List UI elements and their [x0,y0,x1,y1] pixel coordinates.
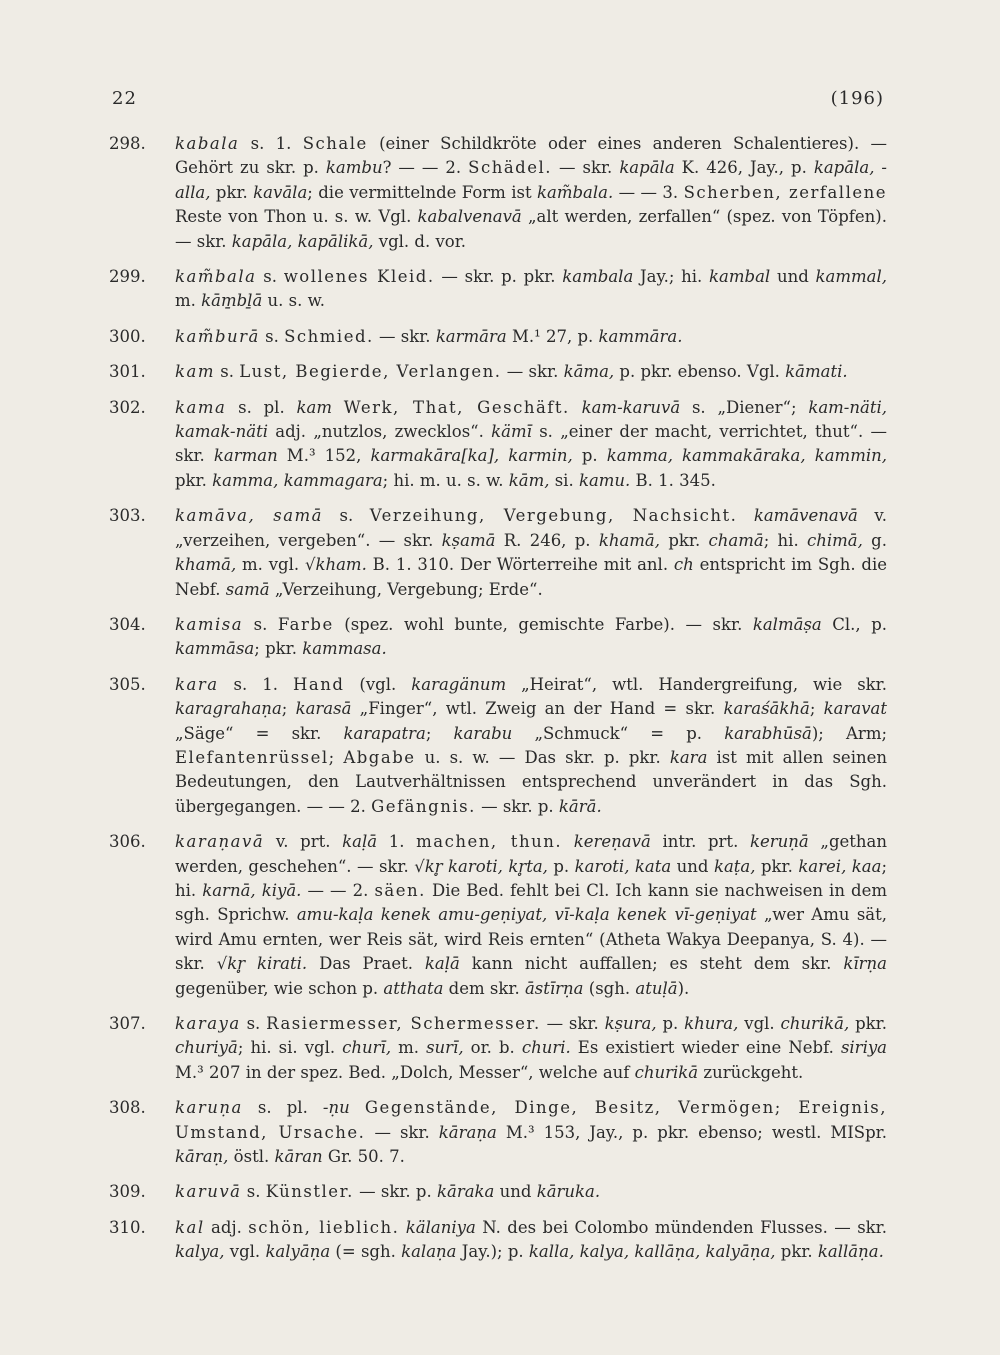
cited-form: kām̱bḻā [201,291,263,311]
entry-number: 304. [109,614,146,634]
cited-form: kamma, kammagara [212,470,383,490]
definition-term: Werk, That, Geschäft. [343,397,570,417]
cited-form: kambu [325,158,383,178]
definition-term: Scherben, zerfallene [683,182,887,202]
entry-text-run: ; hi. m. u. s. w. [382,470,509,490]
entry-text-run: ; [281,699,296,719]
entry-text-run: — skr. [540,1014,605,1033]
cited-form: kalla, kalya, kallāṇa, kalyāṇa, [528,1242,776,1262]
entry-text [175,1180,887,1204]
dictionary-entry [109,360,887,384]
entry-text [175,265,887,314]
dictionary-entry [109,265,887,314]
entry-text-run: (vgl. [344,674,412,694]
definition-term: Gegenstände, Dinge, Besitz, Vermögen; Ereignis, Umstand, Ursache. [175,1098,888,1142]
entry-text-run: Gr. 50. 7. [322,1147,405,1167]
entry-text-run: pkr. [175,470,213,490]
entry-text [175,504,887,602]
entry-text-run: s. „einer der macht, verrichtet, thut“. — skr. [175,422,887,466]
dictionary-entry [109,504,887,602]
cited-form: kapāla [619,158,675,178]
entry-text-run: — skr. p. pkr. [434,267,563,287]
cited-form: surī, [426,1038,464,1058]
entry-text-run: ). [677,978,690,998]
entry-number: 310. [109,1217,146,1237]
cited-form: kapāla, -alla, [175,158,888,202]
dictionary-entry [109,1096,887,1169]
cited-form: āstīrṇa [524,978,584,998]
cited-form: chamā [708,530,764,550]
headword: karaya [175,1014,241,1033]
entry-text-run: M.¹ 27, p. [506,326,599,346]
cited-form: karoti, kata [574,856,672,876]
entry-text [175,360,887,384]
entry-text-run: Die Bed. fehlt bei Cl. Ich kann sie nachweisen in dem sgh. Sprichw. [175,880,887,925]
entry-text-run: — skr. [552,158,620,178]
entry-text-run: „gethan werden, geschehen“. — skr. [175,832,887,876]
entry-text-run: Reste von Thon u. s. w. Vgl. [175,207,418,227]
entry-text-run: ); Arm; [811,723,888,743]
entry-text-run: K. 426, Jay., p. [674,158,814,178]
entry-text-run: pkr. [755,856,799,876]
entry-text-run: or. b. [463,1038,522,1058]
cited-form: atthata [383,978,444,998]
entry-text-run: Cl., p. [821,614,887,634]
cited-form: kam-näti, kamak-näti [175,397,888,442]
entry-text-run: pkr. [210,182,254,202]
cited-form: kam [296,397,332,417]
entry-text-run: ; hi. si. vgl. [237,1038,343,1058]
entry-text-run [332,398,344,417]
cited-form: churiyā [175,1038,238,1058]
entry-text-run: m. vgl. [236,555,305,575]
entry-text-run: B. 1. 310. Der Wörterreihe mit anl. [366,555,674,575]
entry-text-run: s. [240,1014,267,1033]
entry-text-run: ; hi. [175,856,888,900]
entry-text-run: „alt werden, zerfallen“ (spez. von Töpfen). — skr. [175,207,887,251]
entry-text-run: Jay.; hi. [633,267,710,287]
entry-text [175,132,887,254]
entry-text-run: N. des bei Colombo mündenden Flusses. — skr. [475,1217,888,1237]
entry-text-run: ; [809,699,824,719]
definition-term: schön, lieblich. [248,1217,400,1237]
cited-form: kammāsa [175,639,255,659]
entry-text-run: kann nicht auffallen; es steht dem skr. [459,954,844,974]
cited-form: karman [213,446,278,466]
definition-term: Lust, Begierde, Verlangen. [239,362,502,382]
dictionary-entry [109,396,887,494]
entry-text-run: s. [323,506,370,526]
cited-form: √kr̥ karoti, kr̥ta, [414,856,548,876]
dictionary-entry [109,1012,887,1085]
cited-form: kapāla, kapālikā, [231,231,374,251]
entry-text-run: p. [572,446,607,466]
dictionary-entry [109,132,887,254]
cited-form: kāruka. [536,1182,601,1202]
entry-text-run: m. [391,1038,427,1058]
cited-form: khura, [684,1014,739,1033]
headword: kara [175,674,219,694]
cited-form: √kham. [304,555,367,575]
entry-text-run: — skr. [501,362,564,382]
cited-form: kammāra. [598,326,683,346]
entry-text-run: (sgh. [583,978,636,998]
cited-form: churi. [521,1038,571,1058]
entry-text-run: v. prt. [264,832,343,852]
definition-term: Farbe [277,614,334,634]
definition-term: Gefängnis. [371,796,476,816]
definition-term: Hand [292,674,345,694]
cited-form: kām, [508,470,550,490]
entry-text-run: v. „verzeihen, vergeben“. — skr. [175,506,887,550]
entry-number: 307. [109,1014,146,1033]
entry-number: 309. [109,1182,146,1202]
entry-number: 300. [109,326,146,346]
entry-text-run [350,1098,365,1117]
cited-form: kāran [274,1147,323,1167]
page-header [112,88,884,109]
entry-text-run: (= sgh. [330,1242,402,1262]
entry-text-run: und [494,1182,537,1202]
entry-text-run: östl. [228,1147,275,1167]
definition-term: Schale [302,134,368,153]
cited-form: kāraṇ, [175,1147,229,1167]
entry-text-run: ; hi. [763,530,807,550]
cited-form: kamu. [578,470,631,490]
entry-text-run: ; pkr. [254,639,303,659]
entry-text-run [570,398,582,417]
entry-text-run: s. [241,1182,266,1202]
entry-text-run: p. pkr. ebenso. Vgl. [614,362,786,382]
cited-form: kambala [562,267,634,287]
cited-form: kṣura, [604,1014,657,1033]
cited-form: khamā, [175,555,237,575]
headword: kal [175,1217,205,1237]
headword: kama [175,397,227,417]
entry-text-run: zurückgeht. [698,1062,804,1082]
entry-text-run: ist mit allen seinen Bedeutungen, den Lautverhältnissen entsprechend unverändert in das Sgh. übergegangen. — — 2. [175,747,887,816]
entry-text-run: g. [862,530,887,550]
cited-form: karabhūsā [724,723,812,743]
entry-text-run: dem skr. [443,978,525,998]
entry-text-run: u. s. w. — Das skr. p. pkr. [415,747,670,767]
cited-form: kammal, [815,267,887,287]
entry-text-run: Jay.); p. [456,1242,529,1262]
cited-form: kamāvenavā [753,506,858,526]
cited-form: karasā [295,699,352,719]
cited-form: kalaṇa [401,1242,457,1262]
cited-form: karaśākhā [723,699,810,719]
cited-form: kälaniya [405,1217,476,1237]
entry-text-run: ; [328,747,344,767]
entry-text-run: — skr. [373,326,436,346]
entry-text-run: „Verzeihung, Vergebung; Erde“. [269,579,543,599]
cited-form: samā [225,579,270,599]
entry-number: 302. [109,397,146,417]
cited-form: chimā, [807,530,863,550]
dictionary-entry [109,673,887,819]
entry-number: 305. [109,674,146,694]
headword: kabala [175,134,240,153]
entry-text-run: — — 2. [301,880,375,900]
cited-form: kalmāṣa [752,614,822,634]
entry-text-run: und [770,267,816,287]
entry-number: 303. [109,506,146,526]
headword: karuvā [175,1182,242,1202]
cited-form: karmakāra[ka], karmin, [370,446,573,466]
entry-text-run: „Heirat“, wtl. Handergreifung, wie skr. [506,674,887,694]
cited-form: kalyāṇa [265,1242,331,1262]
headword: kamisa [175,614,244,634]
definition-term: säen. [374,880,426,900]
entry-text [175,830,887,1001]
entry-text-run: „Säge“ = skr. [175,723,344,743]
headword: kam̃bala [175,267,257,287]
cited-form: karapatra [343,723,426,743]
entry-text-run: R. 246, p. [495,530,599,550]
entry-text [175,325,887,349]
cited-form: kammasa. [302,639,387,659]
entry-text-run: s. [243,614,278,634]
entry-text-run: vgl. [224,1242,266,1262]
cited-form: kamma, kammakāraka, kammin, [606,446,888,466]
entry-text-run: ; die vermittelnde Form ist [307,182,537,202]
cited-form: karagrahaṇa [175,699,282,719]
cited-form: kam-karuvā [581,397,681,417]
dictionary-entry [109,1216,887,1265]
entry-text-run: und [671,856,714,876]
entry-text-run: B. 1. 345. [630,470,716,490]
cited-form: kṣamā [441,530,496,550]
entry-text [175,613,887,662]
entry-text-run: (einer Schildkröte oder eines anderen Schalentieres). — Gehört zu skr. p. [175,134,887,178]
definition-term: wollenes Kleid. [283,267,435,287]
entry-text-run: — — 3. [613,182,684,202]
entry-text-run: adj. [204,1217,249,1237]
cited-form: churī, [342,1038,392,1058]
entry-text-run: s. [214,362,240,382]
dictionary-entry [109,613,887,662]
entry-text-run: s. [259,326,285,346]
definition-term: Rasiermesser, Schermesser. [266,1014,541,1033]
cited-form: kaḷā [342,832,378,852]
dictionary-entry [109,830,887,1001]
entry-text-run: p. [656,1014,685,1033]
headword: kamāva, samā [175,506,324,526]
cited-form: ch [673,555,694,575]
entry-text [175,1012,887,1085]
entry-text-run [562,832,574,851]
cited-form: karmāra [435,326,507,346]
cited-form: kereṇavā [573,832,651,852]
entry-text-run: pkr. [775,1242,818,1262]
cited-form: kaḷā [424,954,460,974]
definition-term: Schmied. [284,326,374,346]
cited-form: kaṭa, [713,856,756,876]
cited-form: kāma, [563,362,615,382]
headword: kam [175,362,215,382]
entry-text-run: si. [549,470,579,490]
entry-text-run: (spez. wohl bunte, gemischte Farbe). — skr. [333,614,753,634]
entry-text-run: s. pl. [242,1098,323,1118]
entry-number: 308. [109,1098,146,1118]
dictionary-entry [109,1180,887,1204]
entry-text-run: Es existiert wieder eine Nebf. [570,1038,841,1058]
entry-text-run: adj. „nutzlos, zwecklos“. [267,422,492,442]
section-number: (196) [830,88,884,109]
definition-term: Elefantenrüssel [175,747,329,767]
cited-form: kīrṇa [843,954,887,974]
cited-form: churikā [634,1062,699,1082]
definition-term: machen, thun. [416,832,563,852]
entry-text-run: M.³ 207 in der spez. Bed. „Dolch, Messer“, welche auf [175,1062,635,1082]
entry-text-run: 1. [377,832,417,852]
cited-form: -ṇu [322,1098,350,1118]
headword: kam̃burā [175,326,260,346]
entry-text-run: u. s. w. [262,291,326,311]
cited-form: kāraṇa [438,1122,497,1142]
headword: karaṇavā [175,832,265,852]
cited-form: kārā. [558,796,602,816]
entry-text-run: s. pl. [226,397,297,417]
cited-form: atuḷā [635,978,678,998]
entry-text-run: ; [425,723,454,743]
cited-form: kalya, [175,1242,225,1262]
entry-text-run: intr. prt. [650,832,750,852]
entry-text-run: „wer Amu sät, wird Amu ernten, wer Reis sät, wird Reis ernten“ (Atheta Wakya Deepanya, S. 4). — skr. [175,905,887,974]
entry-text-run: M.³ 152, [277,446,371,466]
cited-form: kallāṇa. [817,1242,884,1262]
entry-number: 306. [109,832,146,852]
entry-text-run: s. „Diener“; [680,397,809,417]
entry-text [175,1096,887,1169]
entry-text-run: „Schmuck“ = p. [512,723,725,743]
entry-text-run: — skr. [365,1122,439,1142]
cited-form: karavat [823,699,887,719]
cited-form: siriya [840,1038,888,1058]
entry-text-run: Das Praet. [307,954,425,974]
entry-text [175,396,887,494]
cited-form: kāmati. [785,362,848,382]
cited-form: kara [669,747,708,767]
entry-text-run: vgl. d. vor. [373,231,467,251]
cited-form: kāraka [436,1182,495,1202]
definition-term: Schädel. [468,158,553,178]
entry-list [109,132,887,1276]
entry-text-run: pkr. [660,530,709,550]
entry-text-run: — skr. p. [353,1182,437,1202]
cited-form: churikā, [780,1014,850,1033]
entry-text-run: m. [175,291,202,311]
page-number: 22 [112,88,137,109]
entry-number: 298. [109,134,146,153]
cited-form: keruṇā [749,832,809,852]
cited-form: kavāla [253,182,308,202]
entry-text-run: „Finger“, wtl. Zweig an der Hand = skr. [351,699,724,719]
cited-form: karagänum [411,674,507,694]
entry-text-run: gegenüber, wie schon p. [175,978,384,998]
entry-text [175,673,887,819]
cited-form: kambal [709,267,771,287]
entry-text-run: s. [256,267,284,287]
definition-term: Künstler. [265,1182,354,1202]
entry-text-run: ? — — 2. [382,158,469,178]
cited-form: kabalvenavā [417,207,522,227]
cited-form: karabu [453,723,513,743]
dictionary-entry [109,325,887,349]
cited-form: amu-kaḷa kenek amu-geṇiyat, vī-kaḷa kenek vī-geṇiyat [296,905,757,925]
cited-form: khamā, [598,530,661,550]
entry-text-run: M.³ 153, Jay., p. pkr. ebenso; westl. MISpr. [496,1122,887,1142]
entry-number: 301. [109,362,146,382]
cited-form: kämī [491,422,532,442]
entry-text-run: p. [547,856,575,876]
definition-term: Abgabe [343,747,416,767]
entry-text-run: vgl. [738,1014,781,1033]
entry-text-run: entspricht im Sgh. die Nebf. [175,555,888,599]
entry-text-run: s. 1. [239,134,303,153]
headword: karuṇa [175,1098,243,1118]
cited-form: karei, kaa [798,856,882,876]
entry-number: 299. [109,267,146,287]
entry-text-run: — skr. p. [475,796,559,816]
entry-text [175,1216,887,1265]
cited-form: kam̃bala. [536,182,614,202]
cited-form: √kr̥ kirati. [216,954,308,974]
cited-form: karnā, kiyā. [202,880,302,900]
entry-text-run: s. 1. [218,674,293,694]
entry-text-run [737,506,754,525]
entry-text-run: pkr. [849,1014,887,1033]
definition-term: Verzeihung, Vergebung, Nachsicht. [369,506,738,526]
